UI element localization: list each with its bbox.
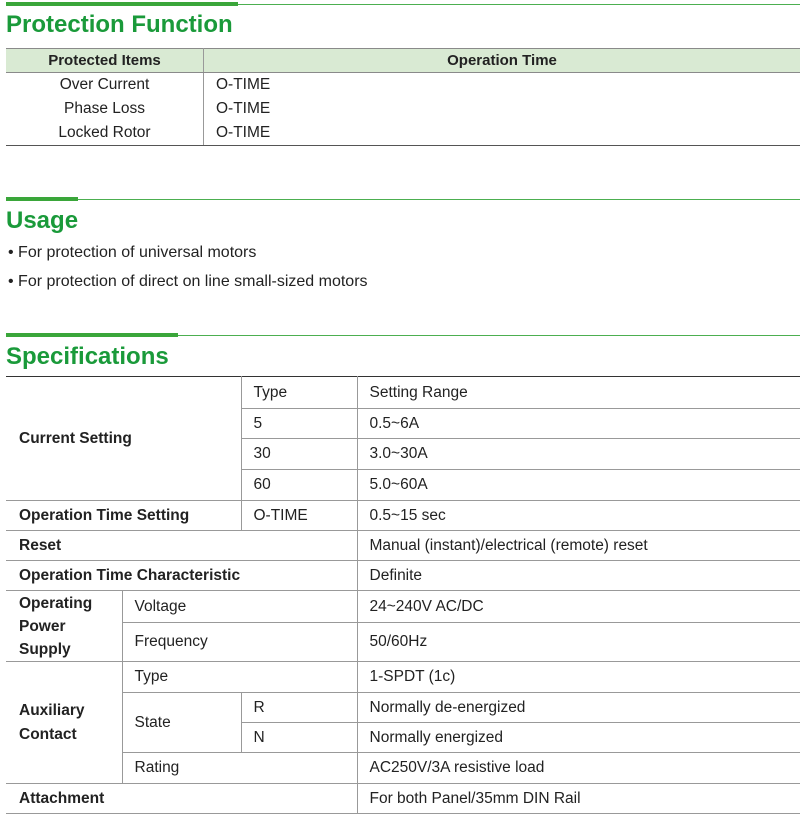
- table-cell: 0.5~6A: [357, 409, 800, 439]
- table-cell: Definite: [357, 561, 800, 591]
- table-cell: Frequency: [122, 623, 357, 662]
- table-cell: State: [122, 693, 241, 753]
- table-cell: Rating: [122, 753, 357, 784]
- table-cell: Normally energized: [357, 723, 800, 753]
- table-cell: 5.0~60A: [357, 470, 800, 501]
- table-row: [6, 73, 800, 98]
- specifications-table: [6, 376, 800, 814]
- table-cell: 3.0~30A: [357, 439, 800, 470]
- current-setting-label: Current Setting: [6, 377, 241, 501]
- label-line: Operating: [19, 594, 93, 612]
- table-cell: O-TIME: [216, 76, 271, 93]
- table-cell: Phase Loss: [6, 97, 204, 121]
- table-row: [6, 753, 800, 784]
- list-item: • For protection of direct on line small-sized motors: [8, 273, 368, 290]
- label-line: Contact: [19, 725, 77, 743]
- table-cell: Type: [241, 377, 357, 409]
- table-row: [6, 377, 800, 409]
- column-header: Protected Items: [6, 49, 204, 73]
- auxiliary-contact-label: [6, 662, 122, 784]
- table-cell: Locked Rotor: [6, 121, 204, 146]
- column-header: Operation Time: [204, 49, 801, 73]
- operation-time-setting-label: Operation Time Setting: [6, 501, 241, 531]
- table-cell: 0.5~15 sec: [357, 501, 800, 531]
- label-line: Supply: [19, 640, 71, 658]
- section-title: Protection Function: [6, 11, 233, 38]
- table-row: [6, 531, 800, 561]
- table-cell: Setting Range: [357, 377, 800, 409]
- section-title: Specifications: [6, 343, 169, 370]
- section-accent-bar: [6, 197, 78, 201]
- table-row: [6, 623, 800, 662]
- reset-label: Reset: [6, 531, 357, 561]
- table-cell: AC250V/3A resistive load: [357, 753, 800, 784]
- attachment-label: Attachment: [6, 784, 357, 814]
- table-cell: N: [241, 723, 357, 753]
- section-accent-bar: [6, 333, 178, 337]
- operating-power-supply-label: [6, 591, 122, 662]
- list-item: • For protection of universal motors: [8, 244, 257, 261]
- table-cell: 30: [241, 439, 357, 470]
- table-cell: Over Current: [6, 73, 204, 98]
- table-row: [6, 97, 800, 121]
- table-cell: O-TIME: [241, 501, 357, 531]
- section-title: Usage: [6, 207, 79, 234]
- table-cell: Type: [122, 662, 357, 693]
- table-header-row: [6, 49, 800, 73]
- protection-table: [6, 48, 800, 146]
- table-cell: 50/60Hz: [357, 623, 800, 662]
- table-row: [6, 591, 800, 623]
- table-row: [6, 121, 800, 146]
- table-row: [6, 784, 800, 814]
- table-cell: For both Panel/35mm DIN Rail: [357, 784, 800, 814]
- table-row: [6, 501, 800, 531]
- table-cell: Manual (instant)/electrical (remote) reset: [357, 531, 800, 561]
- section-rule: [6, 199, 800, 200]
- label-line: Auxiliary: [19, 701, 85, 719]
- label-line: Power: [19, 617, 66, 635]
- operation-time-characteristic-label: Operation Time Characteristic: [6, 561, 357, 591]
- table-cell: R: [241, 693, 357, 723]
- table-cell: 60: [241, 470, 357, 501]
- table-cell: 24~240V AC/DC: [357, 591, 800, 623]
- table-cell: O-TIME: [216, 100, 271, 117]
- table-cell: 1-SPDT (1c): [357, 662, 800, 693]
- table-cell: Voltage: [122, 591, 357, 623]
- table-cell: O-TIME: [204, 121, 801, 146]
- table-row: [6, 662, 800, 693]
- section-accent-bar: [6, 2, 238, 6]
- table-row: [6, 693, 800, 723]
- table-cell: Normally de-energized: [357, 693, 800, 723]
- table-cell: 5: [241, 409, 357, 439]
- table-row: [6, 561, 800, 591]
